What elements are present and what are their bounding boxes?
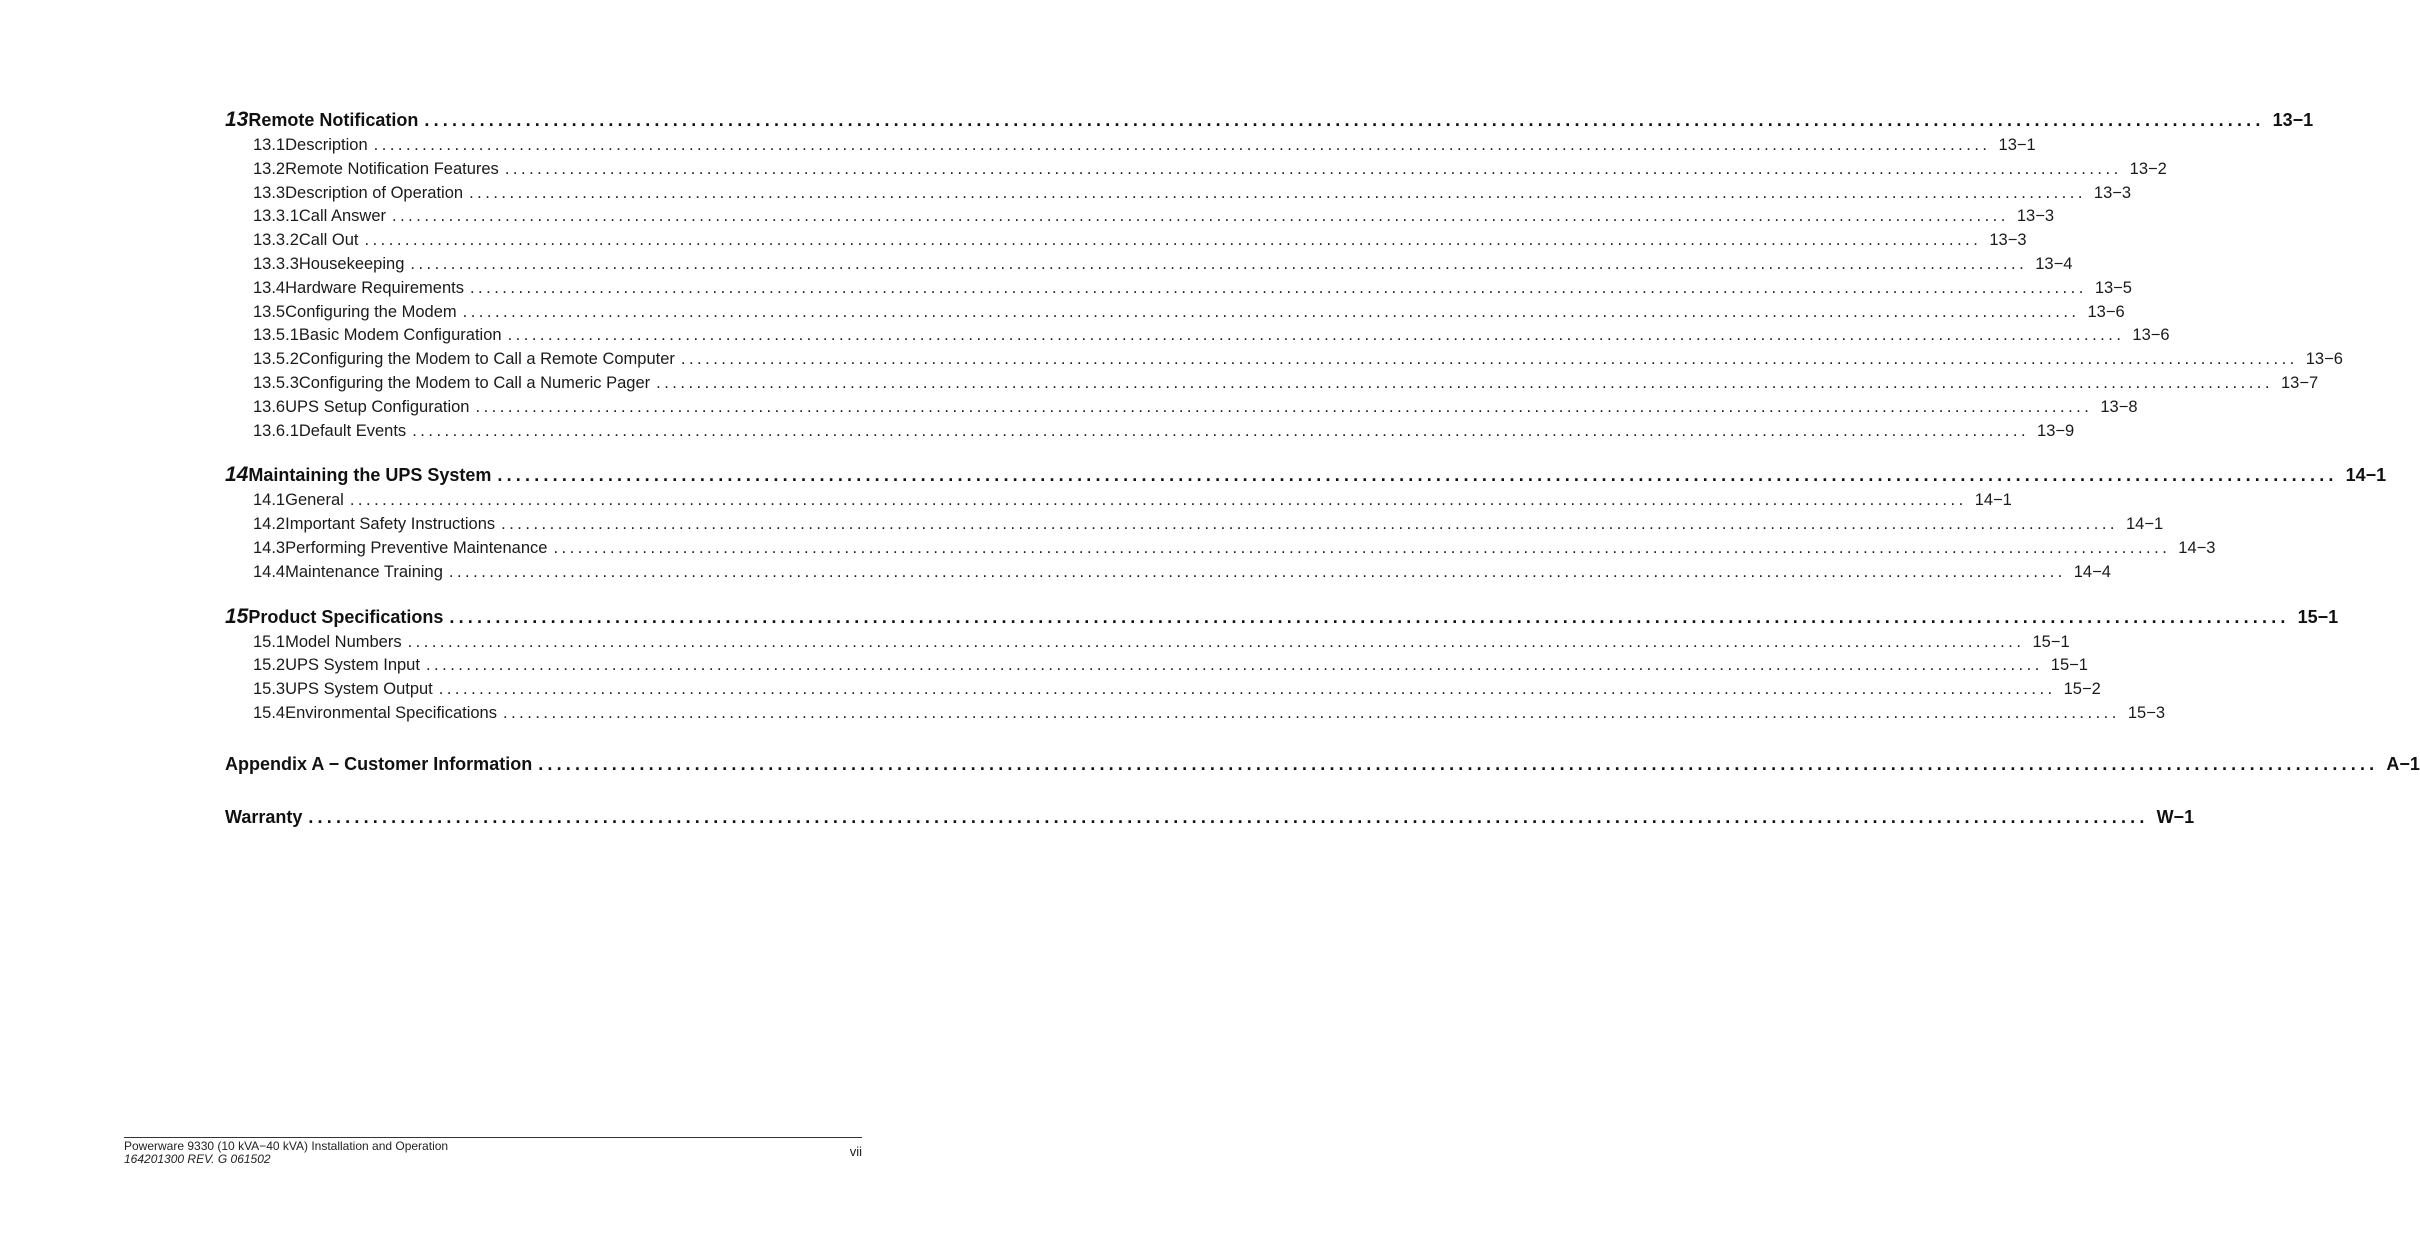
toc-entry[interactable] — [225, 421, 2075, 446]
entry-page: 13−3 — [2093, 183, 2132, 202]
footer-info — [124, 1140, 448, 1166]
entry-number: 14.1 — [253, 491, 286, 510]
entry-title: Model Numbers — [285, 632, 402, 651]
entry-title: UPS System Input — [285, 656, 420, 675]
entry-title: Description — [285, 136, 368, 154]
chapter-title: Remote Notification — [248, 110, 419, 130]
dot-leader: ........................................................................................................................................................................................................ — [438, 680, 2056, 699]
entry-title: Important Safety Instructions — [285, 515, 496, 534]
dot-leader: ........................................................................................................................................................................................................ — [308, 806, 2149, 827]
chapter-title: Product Specifications — [248, 606, 444, 627]
entry-title: Call Out — [298, 231, 359, 250]
entry-number: 13.2 — [253, 159, 286, 178]
chapter-page: 15−1 — [2297, 606, 2339, 627]
dot-leader: ........................................................................................................................................................................................................ — [425, 656, 2043, 675]
entry-page: 15−1 — [2032, 632, 2070, 651]
appendix-heading[interactable] — [225, 753, 2420, 782]
dot-leader: ........................................................................................................................................................................................................ — [349, 491, 1967, 510]
entry-page: 14−3 — [2178, 538, 2216, 557]
entry-number: 13.6 — [253, 397, 286, 416]
entry-title: Description of Operation — [285, 183, 464, 202]
dot-leader: ........................................................................................................................................................................................................ — [373, 136, 1991, 154]
entry-number: 13.3.1 — [253, 207, 299, 226]
dot-leader: ........................................................................................................................................................................................................ — [502, 703, 2120, 722]
entry-page: 13−3 — [1989, 231, 2027, 250]
entry-page: 13−7 — [2280, 373, 2319, 392]
dot-leader: ........................................................................................................................................................................................................ — [449, 606, 2290, 627]
table-of-contents — [225, 108, 2420, 835]
dot-leader: ........................................................................................................................................................................................................ — [680, 350, 2298, 369]
entry-page: 14−1 — [2126, 515, 2164, 534]
dot-leader: ........................................................................................................................................................................................................ — [392, 207, 2009, 226]
dot-leader: ........................................................................................................................................................................................................ — [448, 562, 2066, 581]
toc-entry[interactable] — [225, 254, 2073, 279]
dot-leader: ........................................................................................................................................................................................................ — [656, 373, 2273, 392]
entry-title: Configuring the Modem — [285, 302, 457, 321]
dot-leader: ........................................................................................................................................................................................................ — [364, 231, 1982, 250]
entry-title: Configuring the Modem to Call a Remote Computer — [298, 350, 675, 369]
entry-number: 15.3 — [253, 680, 286, 699]
dot-leader: ........................................................................................................................................................................................................ — [407, 632, 2025, 651]
dot-leader: ........................................................................................................................................................................................................ — [538, 753, 2379, 774]
toc-entry[interactable] — [225, 562, 2111, 587]
entry-title: Default Events — [298, 421, 407, 440]
appendix-page: A−1 — [2386, 753, 2420, 774]
entry-page: 13−3 — [2016, 207, 2055, 226]
entry-title: Performing Preventive Maintenance — [285, 538, 548, 557]
toc-entry[interactable] — [225, 538, 2216, 563]
chapter-page: 13−1 — [2272, 110, 2314, 130]
toc-entry[interactable] — [225, 373, 2319, 398]
toc-entry[interactable] — [225, 278, 2132, 303]
entry-page: 13−8 — [2100, 397, 2138, 416]
entry-number: 13.5.3 — [253, 373, 299, 392]
warranty-title: Warranty — [225, 806, 303, 827]
appendix-title: Appendix A − Customer Information — [225, 753, 533, 774]
toc-entry[interactable] — [225, 350, 2343, 374]
chapter-number: 14 — [225, 463, 249, 487]
entry-number: 13.5 — [253, 302, 286, 321]
dot-leader: ........................................................................................................................................................................................................ — [469, 183, 2086, 202]
toc-entry[interactable] — [225, 515, 2164, 539]
entry-page: 13−4 — [2035, 254, 2073, 273]
entry-number: 13.3.2 — [253, 231, 299, 250]
chapter-heading[interactable] — [225, 604, 2339, 633]
entry-title: Basic Modem Configuration — [298, 326, 502, 345]
page-number: vii — [849, 1144, 862, 1159]
entry-page: 13−5 — [2094, 278, 2132, 297]
entry-page: 13−1 — [1998, 136, 2036, 154]
entry-title: Maintenance Training — [285, 562, 443, 581]
chapter-number: 13 — [225, 108, 249, 131]
chapter-13 — [225, 108, 2343, 445]
entry-page: 15−3 — [2127, 703, 2166, 722]
dot-leader: ........................................................................................................................................................................................................ — [475, 397, 2093, 416]
entry-title: Call Answer — [298, 207, 386, 226]
entry-number: 13.3 — [253, 183, 286, 202]
dot-leader: ........................................................................................................................................................................................................ — [497, 465, 2338, 486]
toc-entry[interactable] — [225, 326, 2170, 350]
chapter-14 — [225, 463, 2387, 586]
toc-entry[interactable] — [225, 231, 2027, 255]
dot-leader: ........................................................................................................................................................................................................ — [462, 302, 2080, 321]
toc-entry[interactable] — [225, 207, 2055, 231]
entry-page: 13−6 — [2132, 326, 2170, 345]
dot-leader: ........................................................................................................................................................................................................ — [469, 278, 2087, 297]
dot-leader: ........................................................................................................................................................................................................ — [553, 538, 2171, 557]
entry-number: 14.3 — [253, 538, 286, 557]
entry-number: 15.1 — [253, 632, 286, 651]
entry-number: 14.4 — [253, 562, 286, 581]
entry-number: 13.6.1 — [253, 421, 299, 440]
entry-title: Hardware Requirements — [285, 278, 464, 297]
footer-product-title: Powerware 9330 (10 kVA−40 kVA) Installation and Operation — [124, 1139, 449, 1153]
chapter-page: 14−1 — [2345, 465, 2387, 486]
entry-page: 13−2 — [2129, 159, 2167, 178]
warranty-page: W−1 — [2156, 806, 2195, 827]
chapter-title: Maintaining the UPS System — [248, 465, 492, 486]
toc-entry[interactable] — [225, 397, 2138, 422]
chapter-number: 15 — [225, 604, 249, 628]
dot-leader: ........................................................................................................................................................................................................ — [424, 110, 2265, 130]
entry-number: 14.2 — [253, 515, 286, 534]
entry-page: 14−4 — [2073, 562, 2111, 581]
toc-entry[interactable] — [225, 703, 2166, 728]
entry-number: 13.5.2 — [253, 350, 299, 369]
footer-document-number: 164201300 REV. G 061502 — [124, 1152, 271, 1166]
entry-title: UPS Setup Configuration — [285, 397, 470, 416]
entry-number: 13.5.1 — [253, 326, 299, 345]
entry-page: 15−2 — [2063, 680, 2101, 699]
chapter-heading[interactable] — [225, 108, 2314, 136]
entry-title: Configuring the Modem to Call a Numeric Pager — [298, 373, 651, 392]
dot-leader: ........................................................................................................................................................................................................ — [507, 326, 2125, 345]
dot-leader: ........................................................................................................................................................................................................ — [412, 421, 2030, 440]
entry-title: Housekeeping — [298, 254, 405, 273]
chapter-heading[interactable] — [225, 463, 2387, 491]
dot-leader: ........................................................................................................................................................................................................ — [504, 159, 2122, 178]
entry-title: Environmental Specifications — [285, 703, 497, 722]
toc-entry[interactable] — [225, 136, 2036, 160]
footer-divider — [124, 1137, 862, 1138]
toc-entry[interactable] — [225, 632, 2070, 657]
entry-page: 13−6 — [2305, 350, 2343, 369]
toc-entry[interactable] — [225, 491, 2012, 515]
dot-leader: ........................................................................................................................................................................................................ — [410, 254, 2028, 273]
entry-number: 13.4 — [253, 278, 286, 297]
entry-number: 15.4 — [253, 703, 286, 722]
entry-page: 14−1 — [1974, 491, 2012, 510]
toc-entry[interactable] — [225, 159, 2167, 184]
toc-entry[interactable] — [225, 302, 2125, 327]
toc-entry[interactable] — [225, 680, 2101, 704]
entry-title: General — [285, 491, 344, 510]
entry-number: 15.2 — [253, 656, 286, 675]
warranty-heading[interactable] — [225, 806, 2195, 835]
entry-number: 13.3.3 — [253, 254, 299, 273]
toc-entry[interactable] — [225, 183, 2132, 208]
chapter-15 — [225, 604, 2339, 728]
entry-page: 15−1 — [2050, 656, 2088, 675]
entry-page: 13−6 — [2087, 302, 2125, 321]
toc-entry[interactable] — [225, 656, 2088, 680]
entry-number: 13.1 — [253, 136, 286, 154]
entry-page: 13−9 — [2037, 421, 2075, 440]
dot-leader: ........................................................................................................................................................................................................ — [501, 515, 2118, 534]
entry-title: Remote Notification Features — [285, 159, 499, 178]
entry-title: UPS System Output — [285, 680, 433, 699]
